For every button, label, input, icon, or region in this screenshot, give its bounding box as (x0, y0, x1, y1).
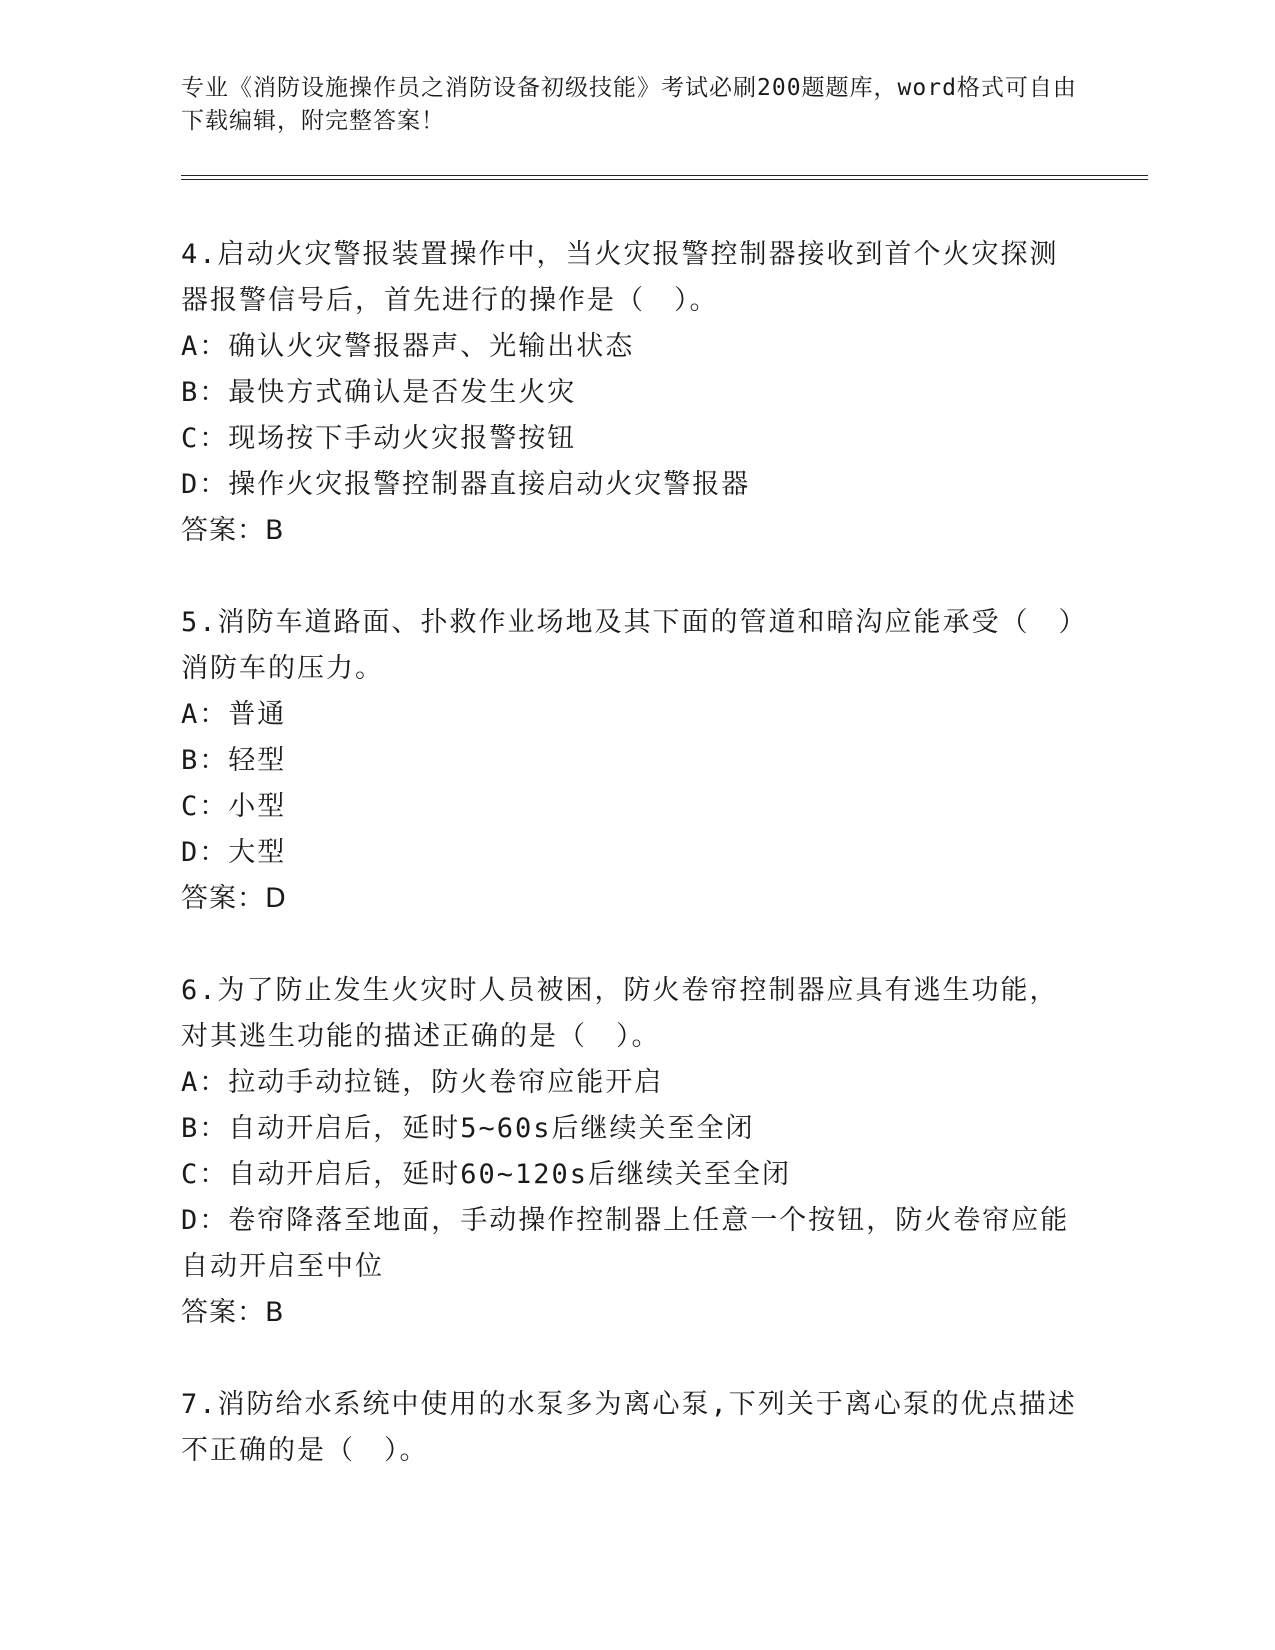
header-divider (181, 175, 1148, 180)
question-6 (181, 968, 1081, 1336)
answer-line: 答案：B (181, 515, 285, 546)
question-text: 5.消防车道路面、扑救作业场地及其下面的管道和暗沟应能承受（ ）消防车的压力。 (181, 607, 1075, 684)
option-b: B：轻型 (181, 745, 287, 776)
question-list (181, 232, 1081, 1520)
question-5 (181, 600, 1081, 922)
option-c: C：现场按下手动火灾报警按钮 (181, 423, 577, 454)
option-a: A：拉动手动拉链，防火卷帘应能开启 (181, 1067, 664, 1098)
option-b: B：自动开启后，延时5~60s后继续关至全闭 (181, 1113, 755, 1144)
option-c: C：小型 (181, 791, 287, 822)
question-text: 6.为了防止发生火灾时人员被困，防火卷帘控制器应具有逃生功能，对其逃生功能的描述正确的是（ ）。 (181, 975, 1059, 1052)
answer-line: 答案：B (181, 1297, 285, 1328)
option-a: A：普通 (181, 699, 287, 730)
question-7 (181, 1382, 1081, 1474)
option-d: D：卷帘降落至地面，手动操作控制器上任意一个按钮，防火卷帘应能自动开启至中位 (181, 1205, 1070, 1282)
question-text: 4.启动火灾警报装置操作中，当火灾报警控制器接收到首个火灾探测器报警信号后，首先进行的操作是（ ）。 (181, 239, 1059, 316)
option-a: A：确认火灾警报器声、光输出状态 (181, 331, 635, 362)
option-c: C：自动开启后，延时60~120s后继续关至全闭 (181, 1159, 792, 1190)
question-text: 7.消防给水系统中使用的水泵多为离心泵,下列关于离心泵的优点描述不正确的是（ ）。 (181, 1389, 1077, 1466)
answer-line: 答案：D (181, 883, 287, 914)
document-header: 专业《消防设施操作员之消防设备初级技能》考试必刷200题题库，word格式可自由下载编辑，附完整答案！ (181, 75, 1077, 134)
option-d: D：操作火灾报警控制器直接启动火灾警报器 (181, 469, 751, 500)
question-4 (181, 232, 1081, 554)
option-d: D：大型 (181, 837, 287, 868)
option-b: B：最快方式确认是否发生火灾 (181, 377, 577, 408)
